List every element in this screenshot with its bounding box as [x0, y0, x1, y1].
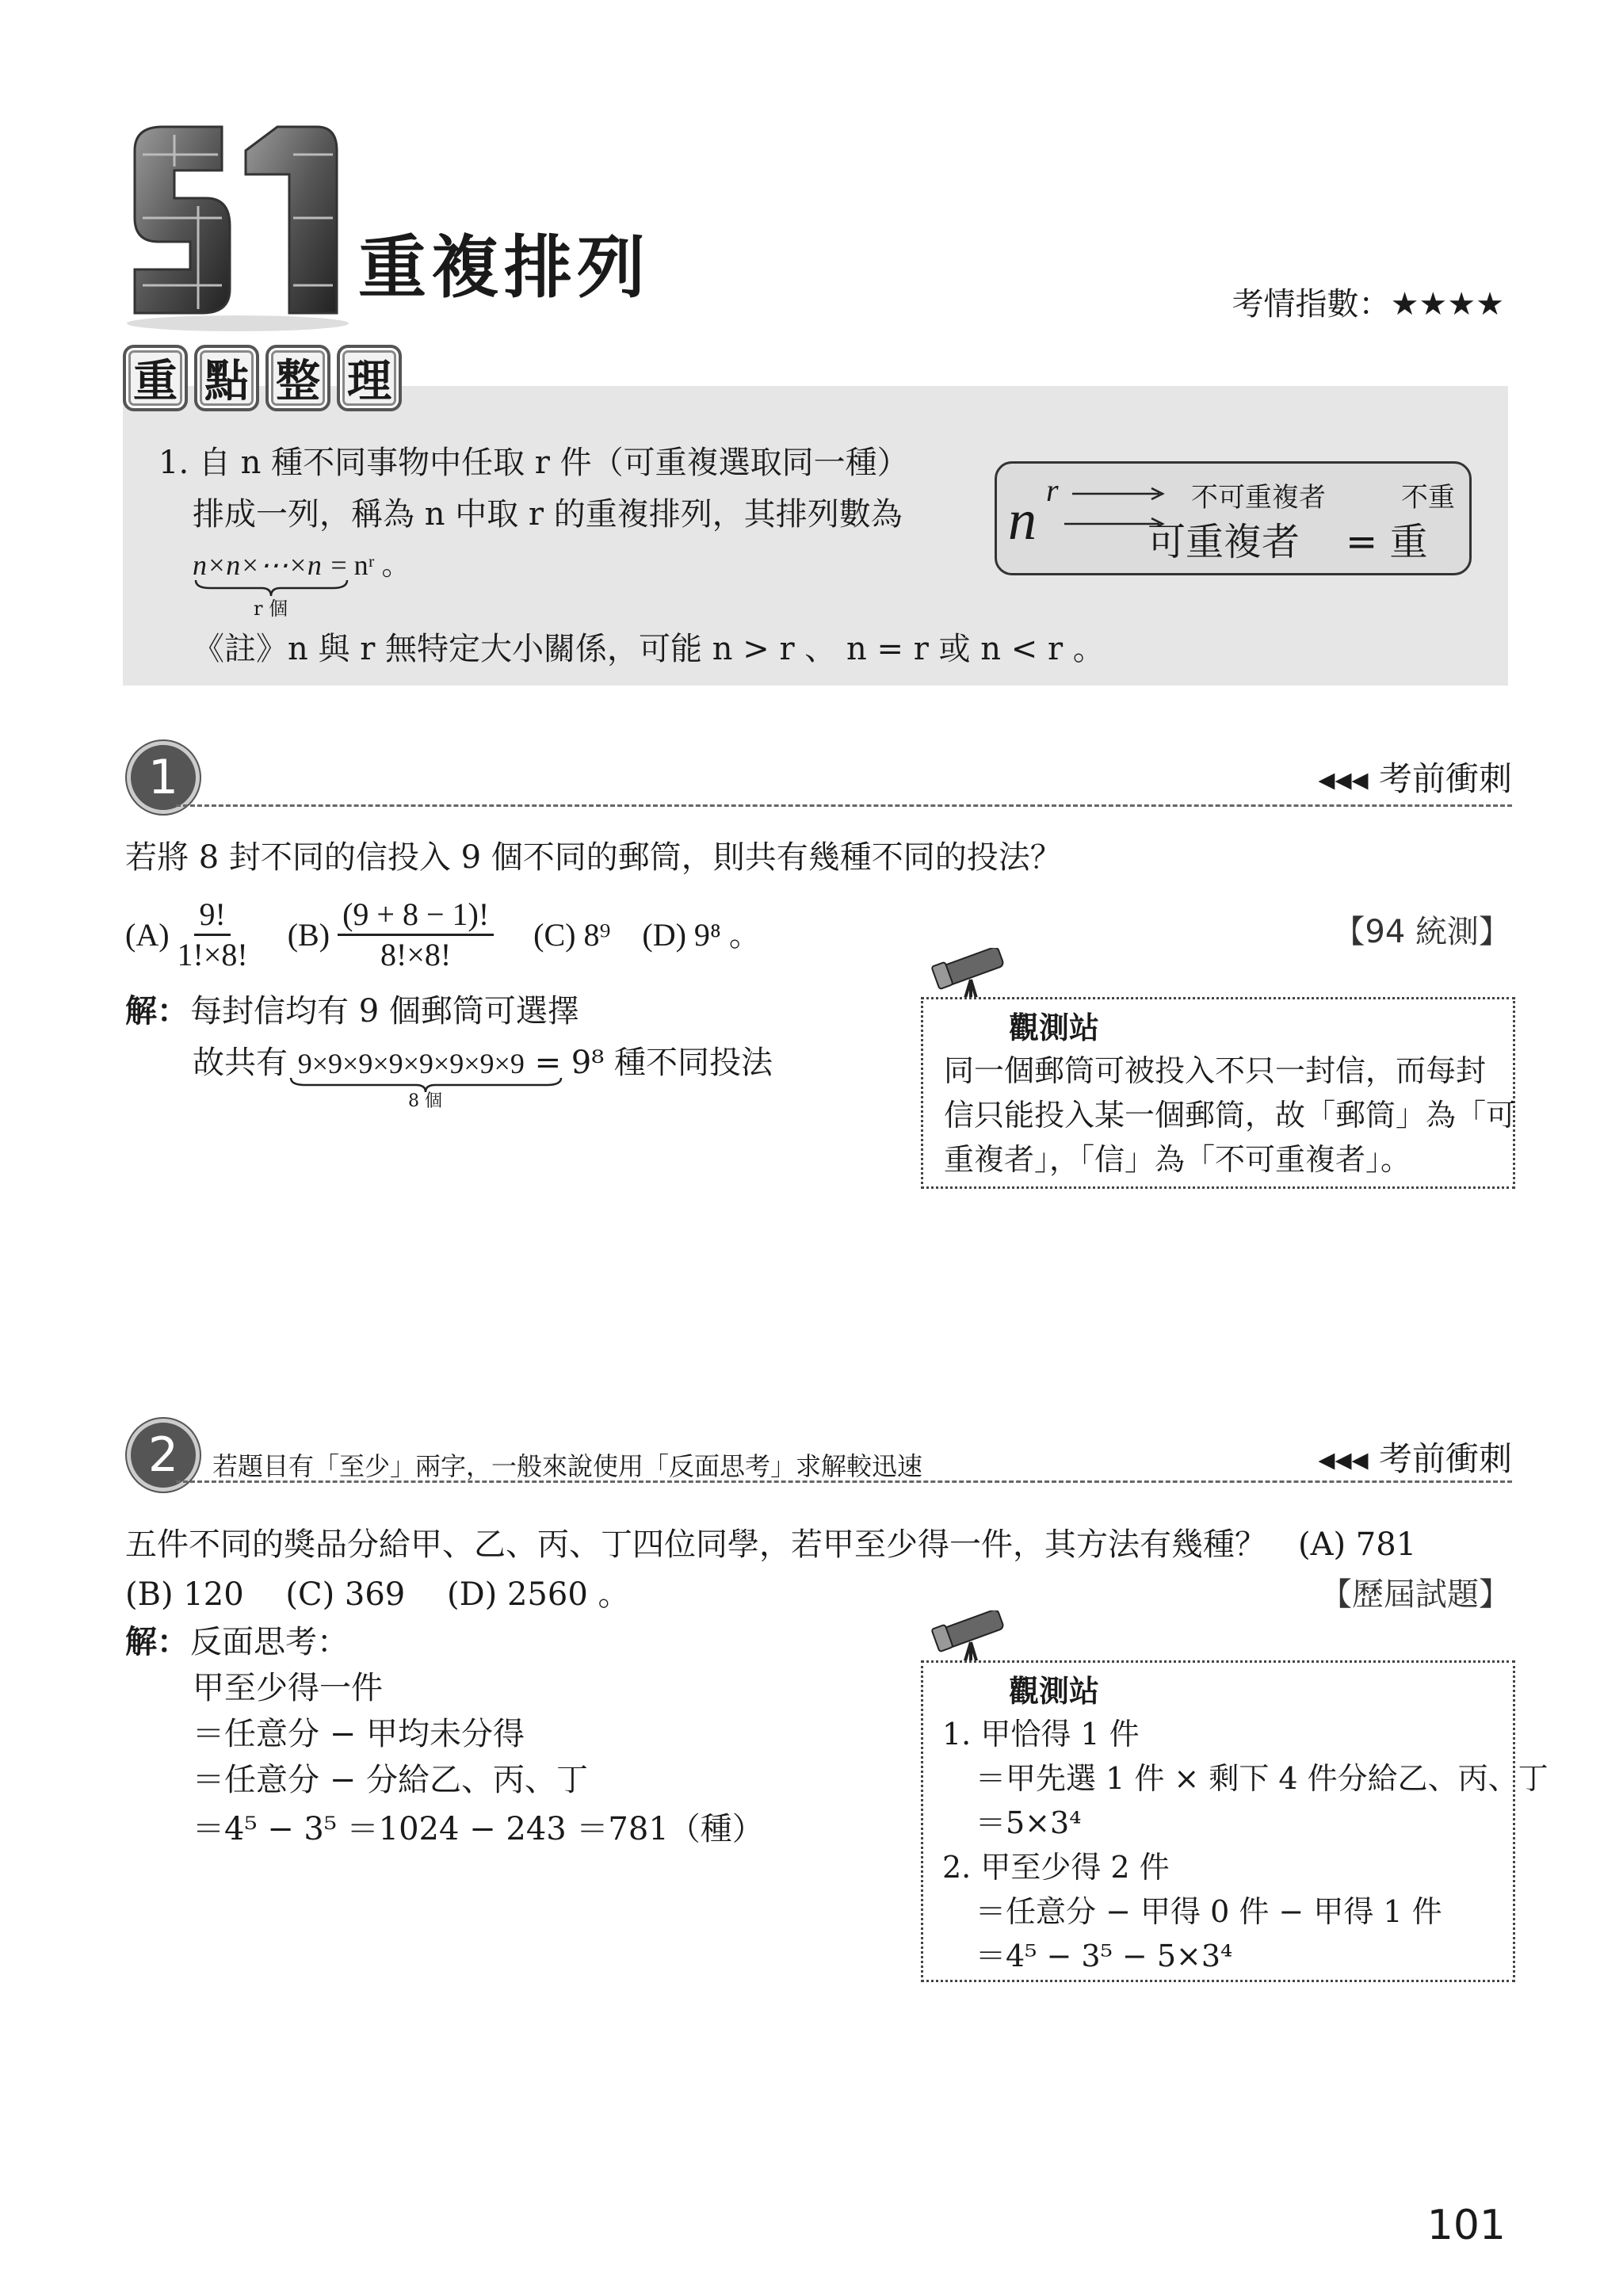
q1-options: [125, 896, 761, 974]
diagram-exponent: r: [1046, 472, 1059, 508]
q1-obs-line: 同一個郵筒可被投入不只一封信，而每封: [944, 1053, 1487, 1088]
section-title: 重複排列: [358, 228, 650, 308]
q1-question: 若將 8 封不同的信投入 9 個不同的郵筒，則共有幾種不同的投法？: [125, 839, 1062, 876]
q1-opt-a-fraction: [178, 896, 248, 974]
diagram-right-bottom: = 重: [1346, 520, 1428, 564]
q2-question-line-1: 五件不同的獎品分給甲、乙、丙、丁四位同學，若甲至少得一件，其方法有幾種？ (A) 781: [125, 1526, 1417, 1563]
kp-formula-left: n×n×⋯×n: [193, 549, 322, 581]
kp-line-2: 排成一列，稱為 n 中取 r 的重複排列，其排列數為: [193, 496, 903, 533]
q2-hint: 若題目有「至少」兩字，一般來說使用「反面思考」求解較迅速: [212, 1451, 923, 1481]
q1-opt-d: (D) 9⁸ 。: [642, 916, 761, 953]
exam-rating: [1232, 279, 1504, 324]
q2-divider: [176, 1480, 1512, 1483]
kp-line-1: 1. 自 n 種不同事物中任取 r 件（可重複選取同一種）: [158, 445, 909, 481]
q1-opt-a-label: (A): [125, 916, 170, 953]
diagram-base: n: [1008, 488, 1037, 552]
q2-question-line-2: (B) 120 (C) 369 (D) 2560 。: [125, 1576, 630, 1613]
q2-solution-line: 反面思考：: [190, 1624, 349, 1660]
q2-solution-line: 甲至少得一件: [193, 1670, 383, 1706]
q1-obs-line: 信只能投入某一個郵筒，故「郵筒」為「可: [944, 1098, 1517, 1133]
q2-obs-line: 1. 甲恰得 1 件: [942, 1717, 1140, 1752]
q2-source: 【歷屆試題】: [1320, 1576, 1510, 1613]
q2-obs-line: ＝甲先選 1 件 × 剩下 4 件分給乙、丙、丁: [976, 1761, 1549, 1796]
q2-sprint-tag: ◂◂◂ 考前衝刺: [1318, 1439, 1512, 1478]
q1-obs-title: 觀測站: [1009, 1010, 1100, 1045]
q2-obs-line: ＝4⁵ − 3⁵ − 5×3⁴: [976, 1939, 1233, 1973]
q1-opt-a-num: 9!: [194, 896, 230, 936]
kp-underbrace-label: r 個: [254, 598, 288, 620]
q2-observation-box: [921, 1660, 1549, 1982]
q1-source: 【94 統測】: [1333, 914, 1510, 950]
q1-opt-b-den: 8!×8!: [380, 937, 452, 972]
q1-divider: [176, 804, 1512, 807]
badge-char: 整: [265, 345, 330, 411]
badge-char: 點: [194, 345, 259, 411]
q1-underbrace-label: 8 個: [408, 1091, 442, 1111]
q1-sprint-tag: ◂◂◂ 考前衝刺: [1318, 759, 1512, 798]
repetition-diagram: [995, 461, 1472, 575]
section-s1-logo: [119, 119, 357, 333]
q2-solution-line: ＝任意分 − 分給乙、丙、丁: [193, 1762, 588, 1798]
q1-solution-line-1: 每封信均有 9 個郵筒可選擇: [190, 993, 579, 1030]
rating-stars: ★★★★: [1390, 286, 1504, 323]
diagram-top-label: 不可重複者: [1191, 482, 1326, 514]
kp-note: 《註》n 與 r 無特定大小關係，可能 n > r 、 n = r 或 n < r 。: [193, 631, 1105, 667]
q1-sol-brace: 9×9×9×9×9×9×9×9: [297, 1048, 525, 1079]
q1-sol-pre: 故共有: [193, 1045, 288, 1081]
q1-opt-c: (C) 8⁹: [533, 916, 611, 953]
q1-opt-b-fraction: [338, 896, 494, 974]
q1-opt-b-label: (B): [287, 916, 330, 953]
question-number-1: 1: [127, 741, 200, 814]
page-number: 101: [1426, 2202, 1506, 2249]
q2-obs-line: ＝5×3⁴: [976, 1805, 1082, 1840]
badge-char: 理: [337, 345, 402, 411]
q2-solution-line: ＝任意分 − 甲均未分得: [193, 1716, 525, 1752]
rating-label: 考情指數：: [1232, 286, 1391, 323]
q1-solution-label: 解：: [125, 992, 189, 1030]
diagram-right-top: 不重: [1401, 482, 1455, 514]
q2-solution-label: 解：: [125, 1623, 189, 1660]
kp-formula: [193, 548, 410, 583]
question-number-2: 2: [127, 1419, 200, 1492]
q1-opt-b-num: (9 + 8 − 1)!: [338, 896, 494, 936]
kp-formula-right: = nʳ 。: [330, 549, 411, 581]
q2-obs-line: 2. 甲至少得 2 件: [942, 1850, 1170, 1885]
q2-obs-title: 觀測站: [1009, 1673, 1100, 1709]
q1-obs-line: 重複者」，「信」為「不可重複者」。: [944, 1142, 1411, 1177]
q1-opt-a-den: 1!×8!: [177, 937, 248, 972]
badge-char: 重: [123, 345, 188, 411]
q1-observation-box: [921, 997, 1515, 1189]
q2-obs-line: ＝任意分 − 甲得 0 件 − 甲得 1 件: [976, 1894, 1442, 1929]
key-points-badges: [123, 345, 402, 411]
diagram-bottom-label: 可重複者: [1148, 520, 1300, 564]
q1-sol-post: = 9⁸ 種不同投法: [534, 1045, 773, 1081]
q2-solution-line: ＝4⁵ − 3⁵ ＝1024 − 243 ＝781（種）: [193, 1811, 764, 1847]
